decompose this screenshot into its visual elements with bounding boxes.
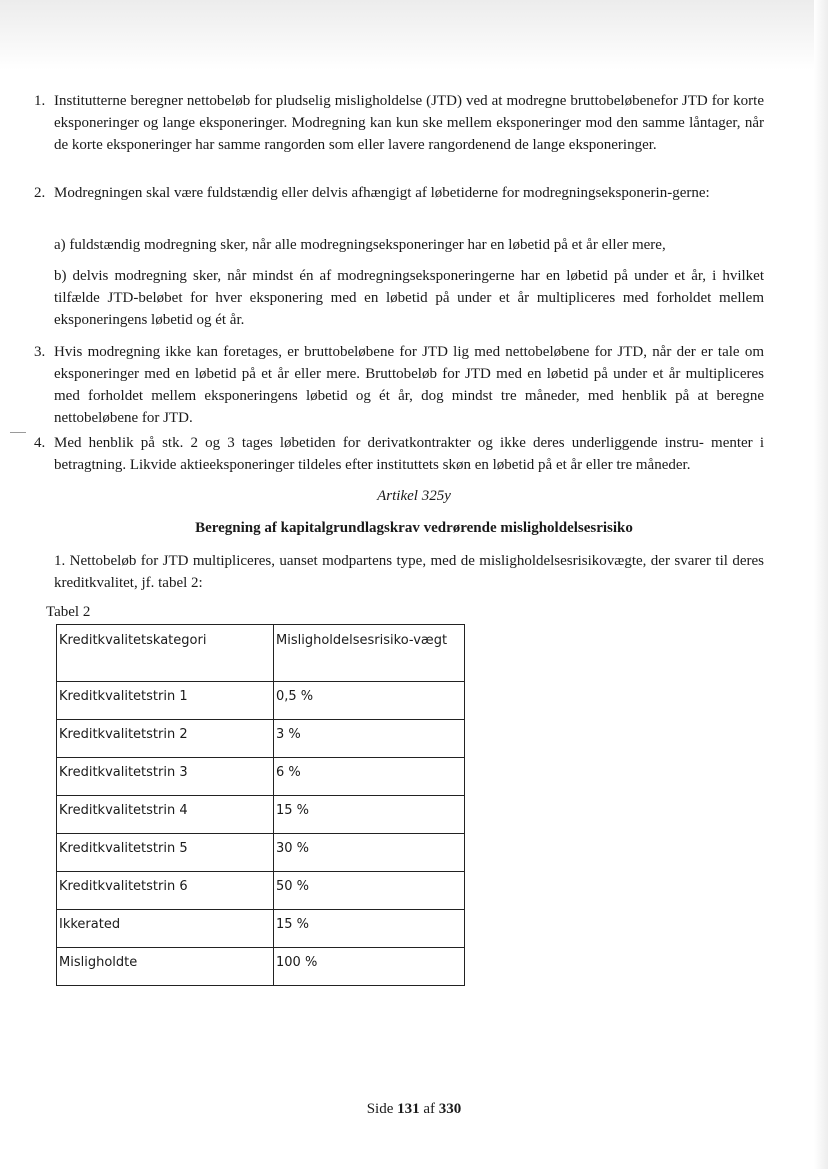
article-title: Artikel 325y [377,488,451,504]
scan-shadow-right [814,0,828,1169]
footer-middle: af [423,1101,436,1117]
page-footer [0,1101,828,1118]
margin-mark [10,432,26,433]
table-cell-weight: 6 % [274,758,465,796]
table-row [57,910,465,948]
paragraph-text: a) fuldstændig modregning sker, når alle modregningseksponeringer har en løbetid på et år eller mere, [54,237,666,253]
table-cell-weight: 50 % [274,872,465,910]
paragraph-text: Institutterne beregner nettobeløb for pludselig misligholdelse (JTD) ved at modregne bruttobeløbenefor JTD for korte eksponeringer og lange eksponeringer. Modregning kan kun ske mellem eksponeringer mod den samme låntager, når de korte eksponeringer har samme rangorden som eller lavere rangordenend de lange eksponeringer. [54,93,764,153]
table-cell-weight: 15 % [274,910,465,948]
paragraph-number: 3. [34,344,46,360]
paragraph-2b [54,265,764,331]
article-heading: Beregning af kapitalgrundlagskrav vedrørende misligholdelsesrisiko [195,520,633,536]
paragraph-2 [34,182,764,204]
footer-page-number: 131 [397,1101,420,1117]
scan-shadow-top [0,0,828,70]
table-cell-category: Kreditkvalitetstrin 4 [57,796,274,834]
paragraph-1 [34,90,764,156]
table-cell-category: Kreditkvalitetstrin 2 [57,720,274,758]
paragraph-4 [34,432,764,476]
paragraph-number: 1. [34,93,46,109]
paragraph-text: b) delvis modregning sker, når mindst én af modregningseksponeringerne har en løbetid på under et år, i hvilket tilfælde JTD-beløbet for hver eksponering med en løbetid på under et år multipliceres med forholdet mellem eksponeringens løbetid og ét år. [54,268,764,328]
table-header-row [57,625,465,682]
table-row [57,872,465,910]
table-row [57,796,465,834]
table-cell-weight: 100 % [274,948,465,986]
table-cell-weight: 30 % [274,834,465,872]
paragraph-number: 2. [34,185,46,201]
paragraph-3 [34,341,764,429]
paragraph-number: 4. [34,435,46,451]
table-cell-category: Misligholdte [57,948,274,986]
paragraph-2a [54,234,764,256]
risk-weight-table [56,624,465,986]
table-header-cell: Kreditkvalitetskategori [57,625,274,682]
table-row [57,682,465,720]
table-cell-category: Ikkerated [57,910,274,948]
table-cell-weight: 15 % [274,796,465,834]
paragraph-text: Med henblik på stk. 2 og 3 tages løbetiden for derivatkontrakter og ikke deres underliggende instru- menter i betragtning. Likvide aktieeksponeringer tildeles efter instituttets skøn en løbetid på et år eller tre måneder. [54,435,764,473]
table-cell-category: Kreditkvalitetstrin 3 [57,758,274,796]
table-row [57,720,465,758]
table-cell-category: Kreditkvalitetstrin 1 [57,682,274,720]
table-cell-weight: 0,5 % [274,682,465,720]
table-caption: Tabel 2 [46,604,91,620]
paragraph-text: Modregningen skal være fuldstændig eller delvis afhængigt af løbetiderne for modregningseksponerin-gerne: [54,185,710,201]
table-row [57,948,465,986]
table-header-cell: Misligholdelsesrisiko-vægt [274,625,465,682]
table-row [57,834,465,872]
paragraph-text: Hvis modregning ikke kan foretages, er bruttobeløbene for JTD lig med nettobeløbene for JTD, når der er tale om eksponeringer med en løbetid på et år eller mere. Bruttobeløb for JTD med en løbetid på under et år multipliceres med forholdet mellem eksponeringens løbetid og ét år, dog mindst tre måneder, med henblik på at beregne nettobeløbene for JTD. [54,344,764,426]
footer-prefix: Side [366,1101,394,1117]
table-cell-category: Kreditkvalitetstrin 5 [57,834,274,872]
table-row [57,758,465,796]
footer-page-total: 330 [438,1101,462,1117]
table-cell-weight: 3 % [274,720,465,758]
paragraph-text: 1. Nettobeløb for JTD multipliceres, uanset modpartens type, med de misligholdelsesrisikovægte, der svarer til deres kreditkvalitet, jf. tabel 2: [54,553,764,591]
table-cell-category: Kreditkvalitetstrin 6 [57,872,274,910]
article-intro [54,550,764,594]
